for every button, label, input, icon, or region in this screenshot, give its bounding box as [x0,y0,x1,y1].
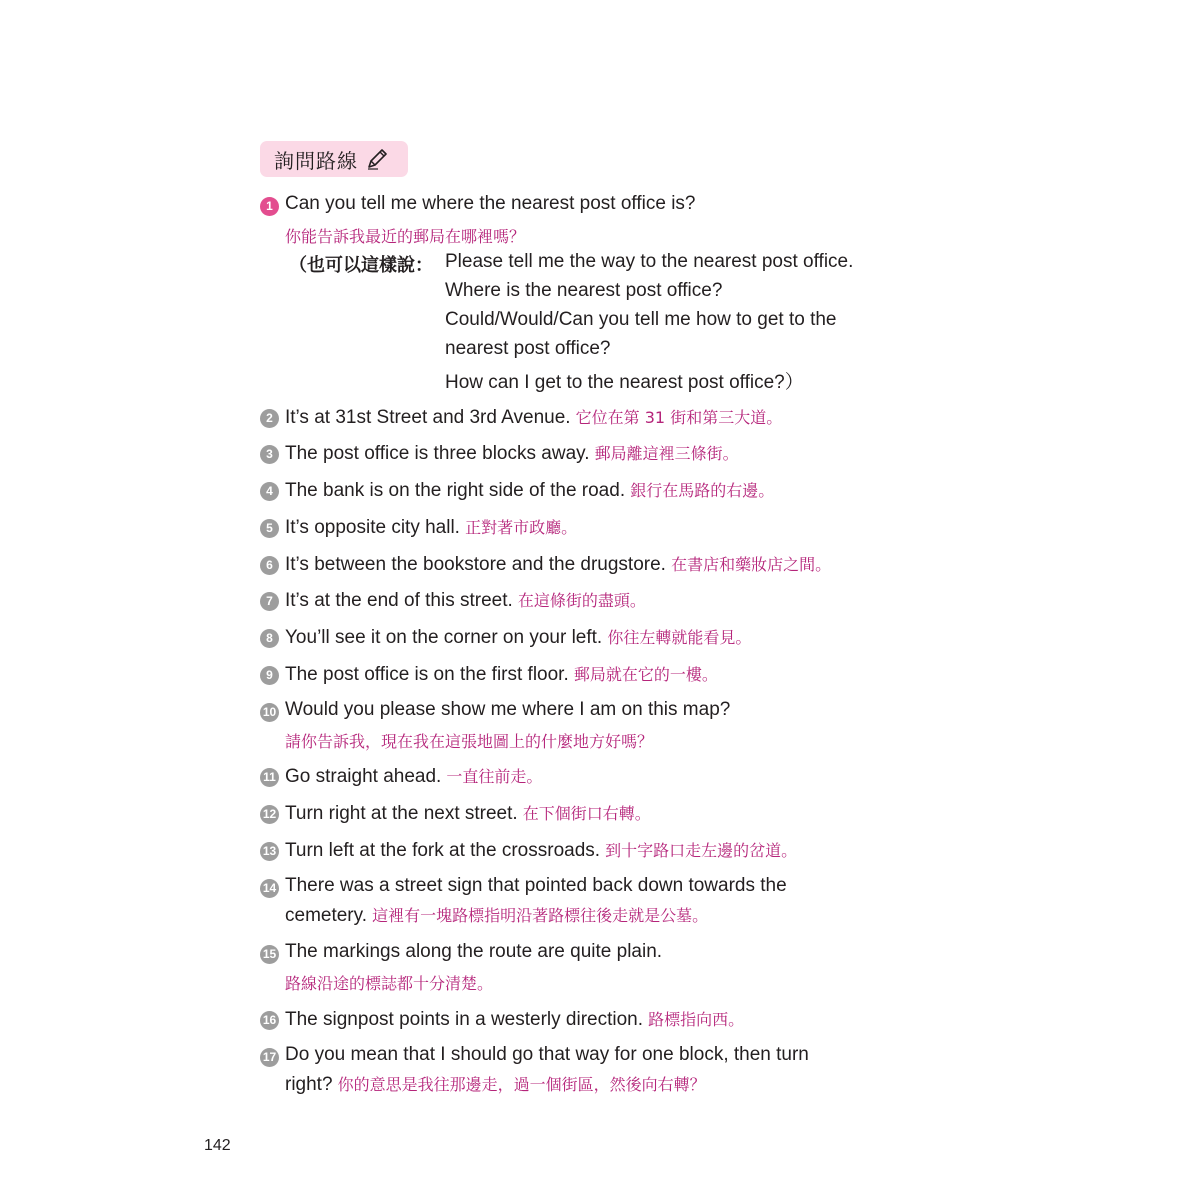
item-number-9: 9 [260,666,279,685]
phrase-chinese: 在書店和藥妝店之間。 [671,555,832,574]
phrase-english: You’ll see it on the corner on your left. [285,627,603,648]
section-heading [260,141,408,177]
alternative-line: Where is the nearest post office? [445,280,723,301]
phrase-chinese: 郵局離這裡三條街。 [594,444,739,463]
alternative-line: Could/Would/Can you tell me how to get to the [445,309,837,330]
phrase-chinese: 這裡有一塊路標指明沿著路標往後走就是公墓。 [372,906,709,925]
section-title: 詢問路線 [274,148,358,173]
item-number-1: 1 [260,197,279,216]
item-number-4: 4 [260,482,279,501]
item-number-10: 10 [260,703,279,722]
phrase-english: Turn right at the next street. [285,803,518,824]
phrase-english: Would you please show me where I am on this map? [285,699,731,720]
phrase-chinese: 路標指向西。 [648,1010,745,1029]
item-number-2: 2 [260,409,279,428]
phrase-chinese: 郵局就在它的一樓。 [573,665,718,684]
item-number-8: 8 [260,629,279,648]
item-number-11: 11 [260,768,279,787]
phrase-english: There was a street sign that pointed back down towards the [285,875,787,896]
item-number-12: 12 [260,805,279,824]
phrase-english: The markings along the route are quite plain. [285,941,663,962]
phrase-english: Can you tell me where the nearest post office is? [285,193,696,214]
phrase-english: It’s opposite city hall. [285,517,460,538]
phrase-english: Turn left at the fork at the crossroads. [285,840,601,861]
item-number-3: 3 [260,445,279,464]
phrase-english: The signpost points in a westerly direction. [285,1009,644,1030]
phrase-chinese: 請你告訴我，現在我在這張地圖上的什麼地方好嗎？ [285,732,654,751]
phrase-chinese: 正對著市政廳。 [465,518,578,537]
pencil-icon [364,146,390,172]
alternative-line: How can I get to the nearest post office?） [445,372,804,393]
alternative-line: Please tell me the way to the nearest post office. [445,251,854,272]
phrase-chinese: 在下個街口右轉。 [522,804,651,823]
page-number: 142 [204,1137,231,1154]
phrase-english-cont: right? [285,1074,333,1095]
item-number-17: 17 [260,1048,279,1067]
phrase-english: The bank is on the right side of the road. [285,480,626,501]
phrase-english: Go straight ahead. [285,766,442,787]
phrase-english: It’s at 31st Street and 3rd Avenue. [285,407,571,428]
phrase-chinese: 一直往前走。 [446,767,543,786]
phrase-chinese: 銀行在馬路的右邊。 [630,481,775,500]
item-number-14: 14 [260,879,279,898]
phrase-english: Do you mean that I should go that way for one block, then turn [285,1044,809,1065]
item-number-7: 7 [260,592,279,611]
item-number-15: 15 [260,945,279,964]
item-number-16: 16 [260,1011,279,1030]
phrase-chinese: 它位在第 31 街和第三大道。 [575,408,783,427]
item-number-13: 13 [260,842,279,861]
item-number-6: 6 [260,556,279,575]
phrase-chinese: 你往左轉就能看見。 [607,628,752,647]
alternatives-label: （也可以這樣說： [289,255,433,276]
phrase-chinese: 在這條街的盡頭。 [517,591,646,610]
phrase-english: It’s at the end of this street. [285,590,513,611]
phrase-english-cont: cemetery. [285,905,368,926]
phrase-english: It’s between the bookstore and the drugstore. [285,554,666,575]
phrase-chinese: 你的意思是我往那邊走，過一個街區，然後向右轉？ [337,1075,706,1094]
alternative-line: nearest post office? [445,338,611,359]
phrase-chinese: 路線沿途的標誌都十分清楚。 [285,974,494,993]
phrase-english: The post office is three blocks away. [285,443,590,464]
phrase-chinese: 到十字路口走左邊的岔道。 [605,841,798,860]
item-number-5: 5 [260,519,279,538]
phrase-english: The post office is on the first floor. [285,664,569,685]
phrase-chinese: 你能告訴我最近的郵局在哪裡嗎？ [285,227,526,246]
